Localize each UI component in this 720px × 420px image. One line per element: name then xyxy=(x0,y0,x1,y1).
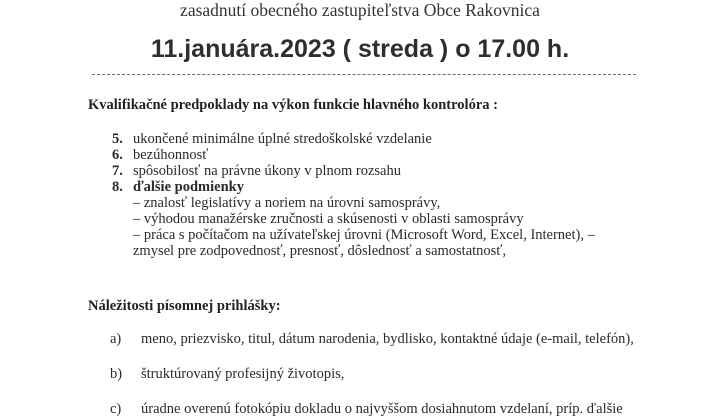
meeting-date: 11.januára.2023 ( streda ) o 17.00 h. xyxy=(150,35,570,63)
item-text: bezúhonnosť xyxy=(133,147,209,163)
condition-line: zmysel pre zodpovednosť, presnosť, dôslednosť a samostatnosť, xyxy=(133,243,507,259)
qualifications-heading: Kvalifikačné predpoklady na výkon funkcie hlavného kontrolóra : xyxy=(88,97,498,113)
item-letter: c) xyxy=(110,401,122,417)
application-heading: Náležitosti písomnej prihlášky: xyxy=(88,298,281,314)
meeting-subtitle: zasadnutí obecného zastupiteľstva Obce Rakovnica xyxy=(180,0,540,20)
application-item xyxy=(110,331,634,347)
item-text: úradne overenú fotokópiu dokladu o najvyššom dosiahnutom vzdelaní, príp. ďalšie xyxy=(141,401,623,417)
qualification-item xyxy=(112,131,432,147)
item-letter: a) xyxy=(110,331,122,347)
dashed-divider xyxy=(92,74,636,75)
item-text: meno, priezvisko, titul, dátum narodenia, bydlisko, kontaktné údaje (e-mail, telefón), xyxy=(141,331,634,347)
item-text: ukončené minimálne úplné stredoškolské vzdelanie xyxy=(133,131,432,147)
condition-line: – práca s počítačom na užívateľskej úrovni (Microsoft Word, Excel, Internet), – xyxy=(133,227,595,243)
item-number: 6. xyxy=(112,147,123,163)
item-text: štruktúrovaný profesijný životopis, xyxy=(141,366,345,382)
application-item xyxy=(110,366,344,382)
item-number: 5. xyxy=(112,131,123,147)
item-number: 8. xyxy=(112,179,123,195)
item-text: spôsobilosť na právne úkony v plnom rozsahu xyxy=(133,163,401,179)
qualification-item xyxy=(112,163,401,179)
qualification-item xyxy=(112,147,208,163)
application-item xyxy=(110,401,623,417)
item-letter: b) xyxy=(110,366,123,382)
item-text: ďalšie podmienky xyxy=(133,179,244,195)
condition-line: – znalosť legislatívy a noriem na úrovni samosprávy, xyxy=(133,195,441,211)
item-number: 7. xyxy=(112,163,123,179)
condition-line: – výhodou manažérske zručnosti a skúsenosti v oblasti samosprávy xyxy=(133,211,524,227)
qualification-item xyxy=(112,179,244,195)
